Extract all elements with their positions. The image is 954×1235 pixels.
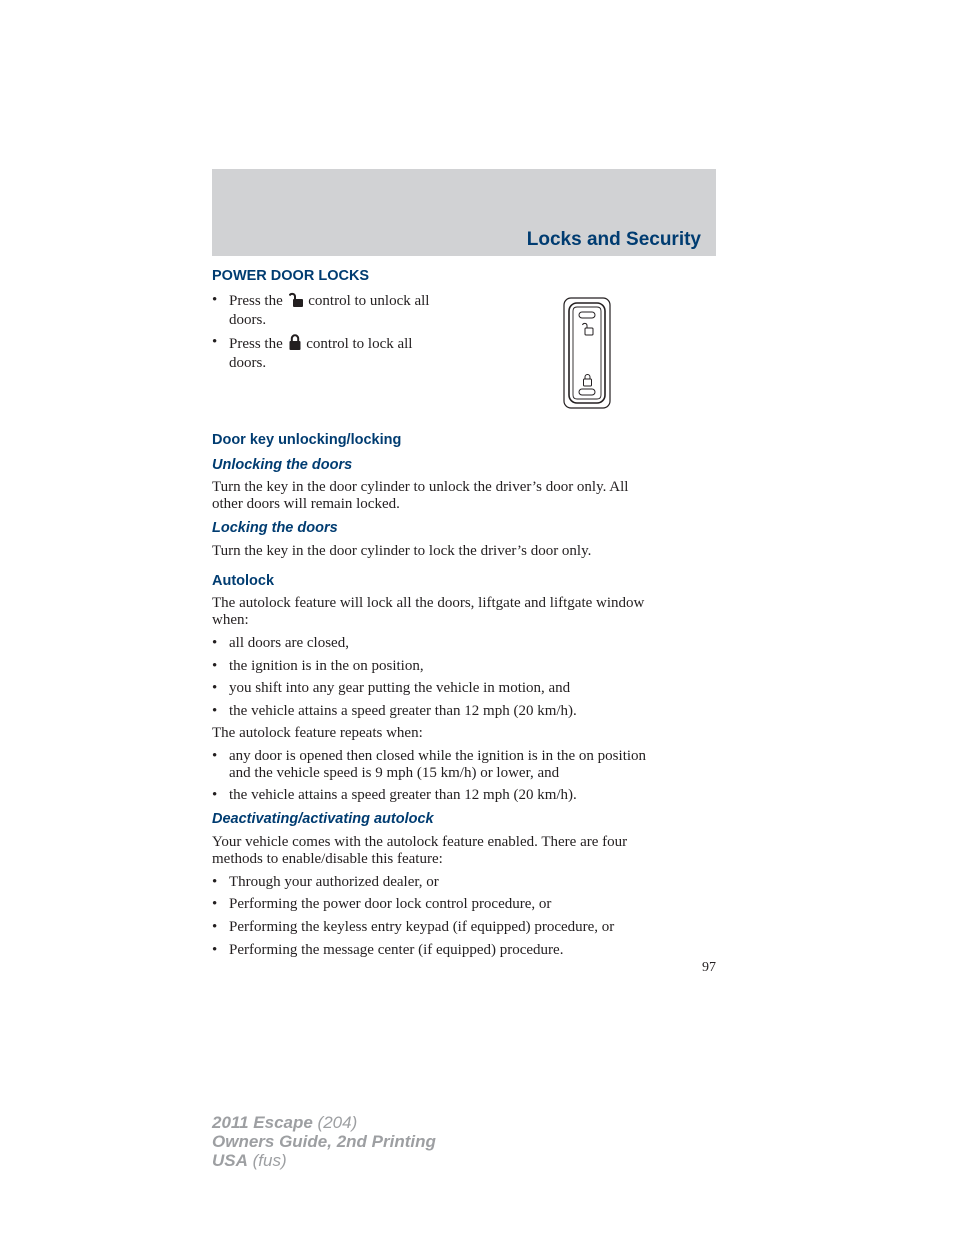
- lock-icon: [289, 334, 301, 355]
- power-door-locks-heading: POWER DOOR LOCKS: [212, 268, 370, 284]
- section-header-band: [212, 169, 716, 256]
- page-number: 97: [702, 960, 716, 975]
- list-item: • Performing the keyless entry keypad (if equipped) procedure, or: [212, 919, 615, 935]
- list-item: • the vehicle attains a speed greater than 12 mph (20 km/h).: [212, 787, 577, 803]
- door-key-heading: Door key unlocking/locking: [212, 432, 402, 448]
- list-item: • the ignition is in the on position,: [212, 658, 424, 674]
- unlock-icon: [289, 292, 303, 312]
- unlocking-doors-heading: Unlocking the doors: [212, 457, 353, 473]
- section-title: Locks and Security: [526, 229, 701, 250]
- door-lock-switch-icon: [562, 297, 612, 409]
- autolock-repeat-intro: The autolock feature repeats when:: [212, 725, 423, 741]
- document-footer: 2011 Escape (204) Owners Guide, 2nd Printing USA (fus): [212, 1113, 436, 1170]
- autolock-heading: Autolock: [212, 573, 275, 589]
- deactivating-intro: Your vehicle comes with the autolock feature enabled. There are four methods to enable/disable this feature:: [212, 834, 628, 867]
- list-item: • Performing the message center (if equipped) procedure.: [212, 942, 564, 958]
- unlocking-doors-text: Turn the key in the door cylinder to unlock the driver’s door only. All other doors will remain locked.: [212, 479, 629, 512]
- locking-doors-heading: Locking the doors: [212, 520, 338, 536]
- list-item: • you shift into any gear putting the vehicle in motion, and: [212, 680, 571, 696]
- list-item: • all doors are closed,: [212, 635, 349, 651]
- deactivating-autolock-heading: Deactivating/activating autolock: [212, 811, 434, 827]
- list-item: • Press the control to lock all doors.: [212, 334, 413, 371]
- autolock-intro: The autolock feature will lock all the doors, liftgate and liftgate window when:: [212, 595, 645, 628]
- list-item: • Performing the power door lock control procedure, or: [212, 896, 552, 912]
- list-item: • Through your authorized dealer, or: [212, 874, 439, 890]
- list-item: • any door is opened then closed while the ignition is in the on position and the vehicle speed is 9 mph (15 km/h) or lower, and: [212, 748, 647, 781]
- locking-doors-text: Turn the key in the door cylinder to lock the driver’s door only.: [212, 543, 592, 559]
- list-item: • Press the control to unlock all doors.: [212, 292, 430, 328]
- list-item: • the vehicle attains a speed greater than 12 mph (20 km/h).: [212, 703, 577, 719]
